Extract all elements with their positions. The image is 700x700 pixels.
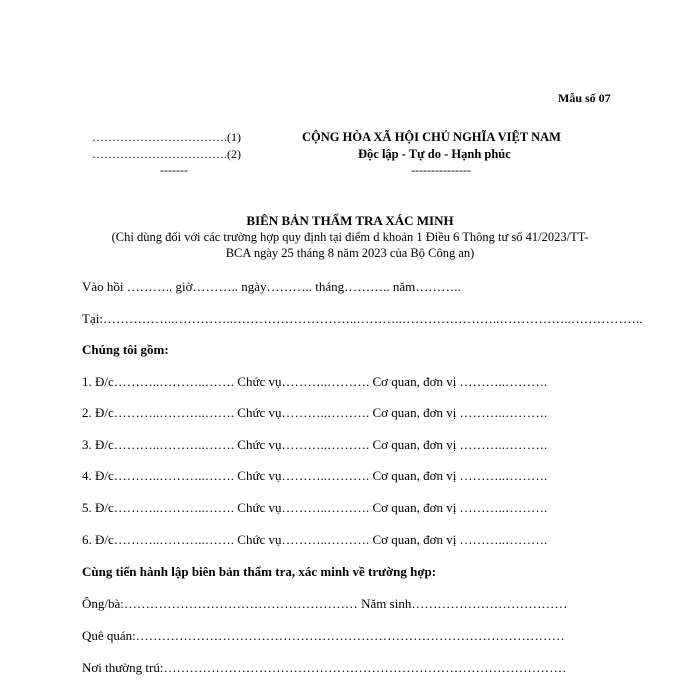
member-line: 1. Đ/c………..………..……. Chức vụ………..………. Cơ quan, đơn vị ………..………. <box>82 374 548 389</box>
member-line: 6. Đ/c………..………..……. Chức vụ………..………. Cơ quan, đơn vị ………..………. <box>82 532 548 547</box>
country-name: CỘNG HÒA XÃ HỘI CHỦ NGHĨA VIỆT NAM <box>302 130 561 144</box>
verify-heading: Cùng tiến hành lập biên bản thẩm tra, xác minh về trường hợp: <box>82 564 437 579</box>
hometown-line: Quê quán:……………………………………………………………………………………… <box>82 628 565 643</box>
header-left-separator: ------- <box>160 163 188 177</box>
header-left-line2: …………………………….(2) <box>92 147 241 161</box>
member-line: 2. Đ/c………..………..……. Chức vụ………..………. Cơ quan, đơn vị ………..………. <box>82 405 548 420</box>
header-left-line1: …………………………….(1) <box>92 130 241 144</box>
members-heading: Chúng tôi gồm: <box>82 342 169 357</box>
document-subtitle-line1: (Chỉ dùng đối với các trường hợp quy định tại điểm d khoản 1 Điều 6 Thông tư số 41/2023/TT- <box>111 230 589 244</box>
header-right-separator: --------------- <box>411 163 471 177</box>
member-line: 5. Đ/c………..………..……. Chức vụ………..………. Cơ quan, đơn vị ………..………. <box>82 500 548 515</box>
time-line: Vào hồi ……….. giờ……….. ngày……….. tháng……….. năm……….. <box>82 279 461 294</box>
document-title: BIÊN BẢN THẨM TRA XÁC MINH <box>246 213 454 228</box>
form-number: Mẫu số 07 <box>558 91 611 105</box>
name-birthyear-line: Ông/bà:……………………………………………… Năm sinh……………………………… <box>82 596 568 611</box>
place-line: Tại:……………..…………..………………………..………..…………………..……………..…………….. <box>82 311 643 326</box>
motto: Độc lập - Tự do - Hạnh phúc <box>358 147 511 161</box>
member-line: 4. Đ/c………..………..……. Chức vụ………..………. Cơ quan, đơn vị ………..………. <box>82 468 548 483</box>
residence-line: Nơi thường trú:………………………………………………………………………………… <box>82 660 567 675</box>
document-subtitle-line2: BCA ngày 25 tháng 8 năm 2023 của Bộ Công an) <box>225 246 475 260</box>
member-line: 3. Đ/c………..………..……. Chức vụ………..………. Cơ quan, đơn vị ………..………. <box>82 437 548 452</box>
